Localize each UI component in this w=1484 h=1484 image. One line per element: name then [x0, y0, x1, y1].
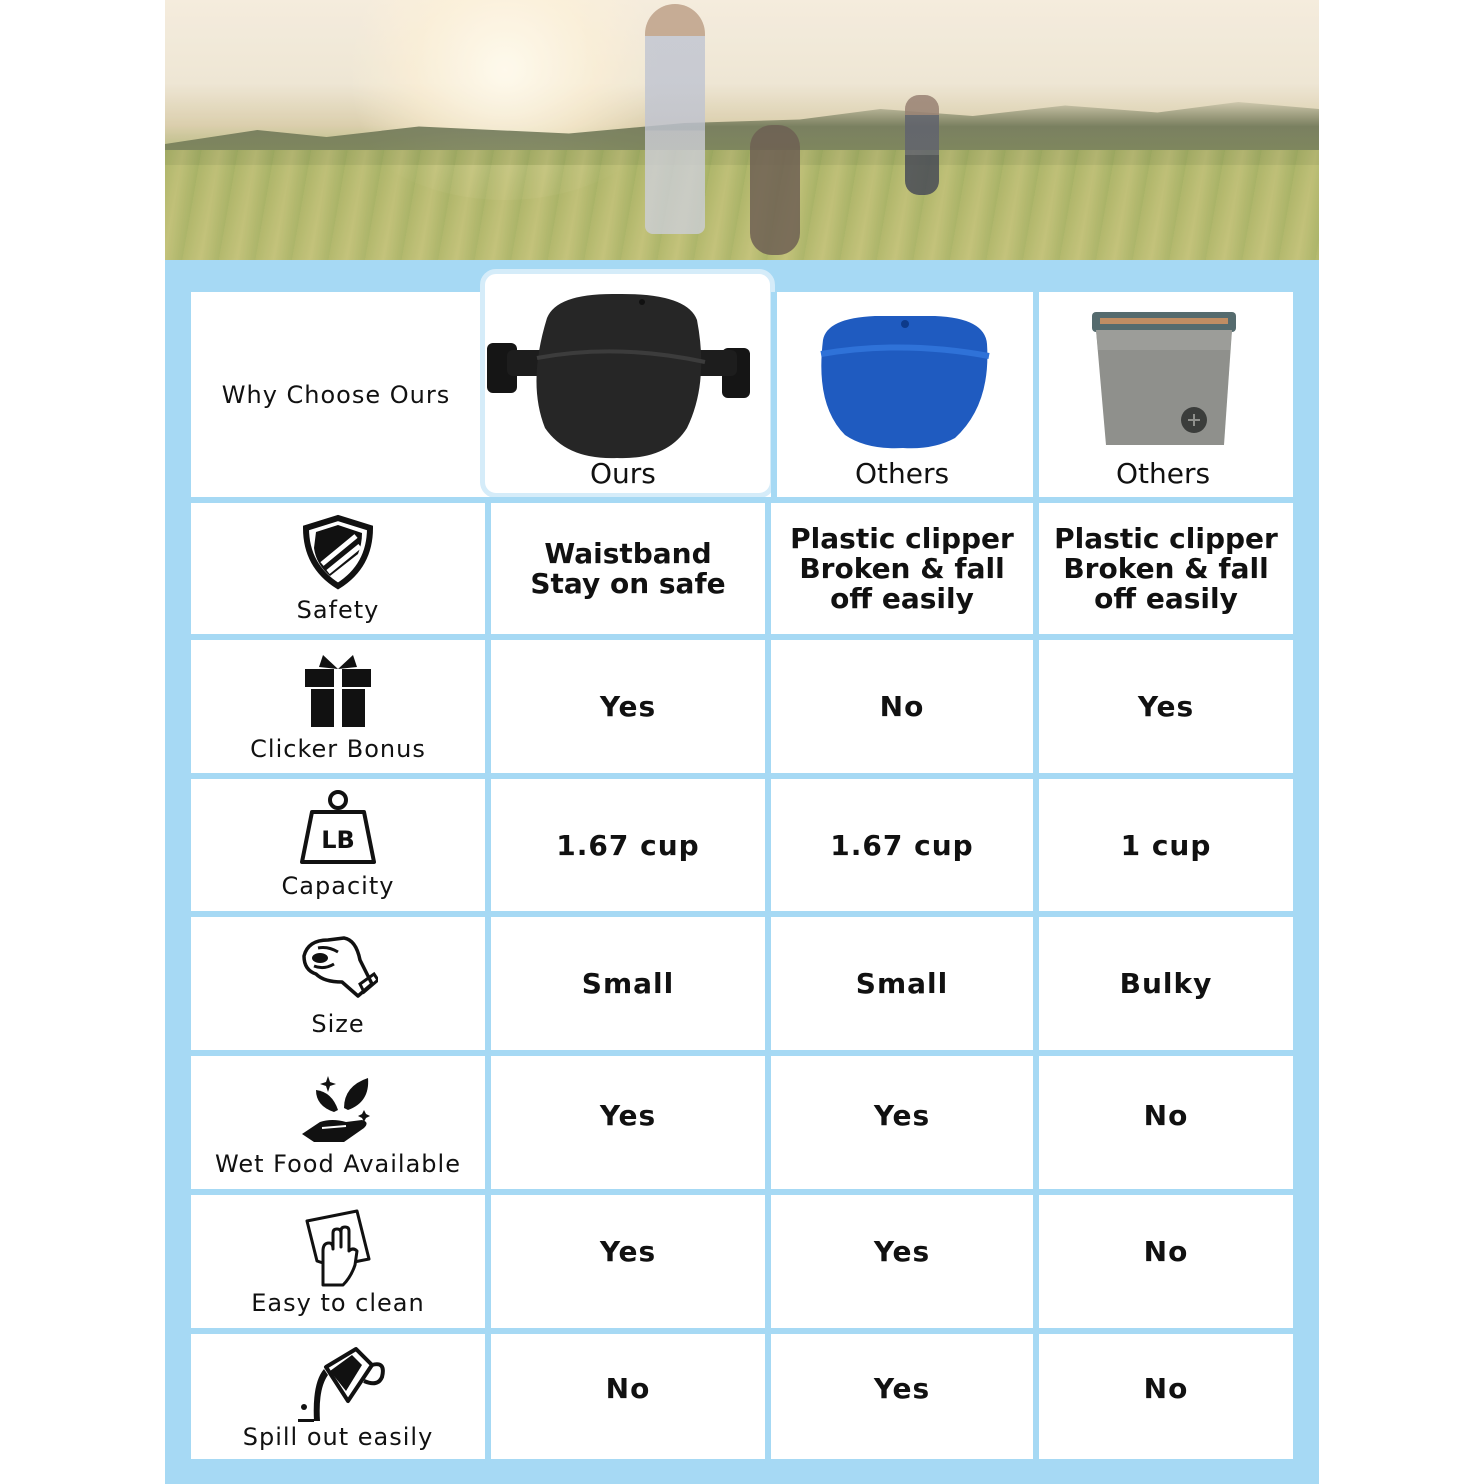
value-cell — [491, 917, 765, 1050]
value-cell — [1039, 1195, 1293, 1328]
value-cell — [491, 779, 765, 911]
value-cell — [1039, 503, 1293, 634]
value-text: Waistband Stay on safe — [530, 536, 726, 600]
value-cell — [1039, 779, 1293, 911]
value-text: No — [1143, 1372, 1189, 1405]
value-text: Yes — [599, 1235, 657, 1268]
value-cell — [771, 1334, 1033, 1459]
value-cell — [771, 640, 1033, 773]
pinch-hand-icon — [298, 930, 378, 1006]
column-label-others-2: Others — [1116, 457, 1211, 490]
weight-lb-icon — [298, 790, 378, 866]
value-text: No — [1143, 1235, 1189, 1268]
shield-icon — [300, 514, 376, 590]
value-cell — [491, 503, 765, 634]
value-text: No — [605, 1372, 651, 1405]
grid-line — [771, 292, 777, 498]
feature-label: Size — [311, 1009, 365, 1038]
feature-label: Safety — [296, 595, 380, 624]
feature-label: Spill out easily — [242, 1422, 434, 1451]
feature-label: Clicker Bonus — [250, 734, 426, 763]
value-text: Yes — [873, 1099, 931, 1132]
value-text: Bulky — [1119, 967, 1213, 1000]
others-blue-pouch-image — [815, 310, 993, 450]
value-cell — [491, 1056, 765, 1189]
value-text: 1 cup — [1120, 828, 1212, 862]
feature-cell-capacity — [191, 779, 485, 911]
value-cell — [771, 1195, 1033, 1328]
column-label-others-1: Others — [855, 457, 950, 490]
feature-cell-size — [191, 917, 485, 1050]
feature-cell-easy-clean — [191, 1195, 485, 1328]
value-cell — [491, 1334, 765, 1459]
value-cell — [1039, 1334, 1293, 1459]
others-grey-pouch-image — [1090, 310, 1240, 450]
spilling-pitcher-icon — [290, 1343, 386, 1423]
value-cell — [491, 640, 765, 773]
value-cell — [771, 779, 1033, 911]
value-text: Plastic clipper Broken & fall off easily — [790, 521, 1014, 615]
feature-label: Easy to clean — [251, 1288, 425, 1317]
value-cell — [1039, 1056, 1293, 1189]
value-text: Yes — [599, 1099, 657, 1132]
value-cell — [771, 917, 1033, 1050]
column-label-ours: Ours — [590, 457, 656, 490]
value-text: 1.67 cup — [556, 828, 700, 862]
hand-leaf-icon — [298, 1068, 378, 1146]
value-text: Small — [855, 967, 949, 1000]
value-text: Yes — [1137, 690, 1195, 723]
gift-icon — [303, 651, 373, 729]
value-text: Plastic clipper Broken & fall off easily — [1054, 521, 1278, 615]
feature-cell-safety — [191, 503, 485, 634]
value-cell — [1039, 917, 1293, 1050]
hero-photo — [165, 0, 1319, 260]
value-text: Yes — [599, 690, 657, 723]
ours-pouch-image — [487, 288, 752, 463]
value-text: Yes — [873, 1372, 931, 1405]
value-text: Yes — [873, 1235, 931, 1268]
feature-label: Wet Food Available — [215, 1149, 461, 1178]
comparison-title: Why Choose Ours — [221, 381, 451, 409]
feature-cell-wet-food — [191, 1056, 485, 1189]
feature-label: Capacity — [281, 872, 395, 900]
value-text: No — [879, 690, 925, 723]
feature-cell-clicker-bonus — [191, 640, 485, 773]
svg-text:LB: LB — [321, 826, 355, 854]
value-cell — [771, 1056, 1033, 1189]
value-text: Small — [581, 967, 675, 1000]
feature-cell-spill — [191, 1334, 485, 1459]
wipe-hand-icon — [303, 1207, 373, 1287]
value-cell — [771, 503, 1033, 634]
header-title-cell — [191, 292, 481, 498]
value-cell — [1039, 640, 1293, 773]
value-text: 1.67 cup — [830, 828, 974, 862]
value-text: No — [1143, 1099, 1189, 1132]
value-cell — [491, 1195, 765, 1328]
